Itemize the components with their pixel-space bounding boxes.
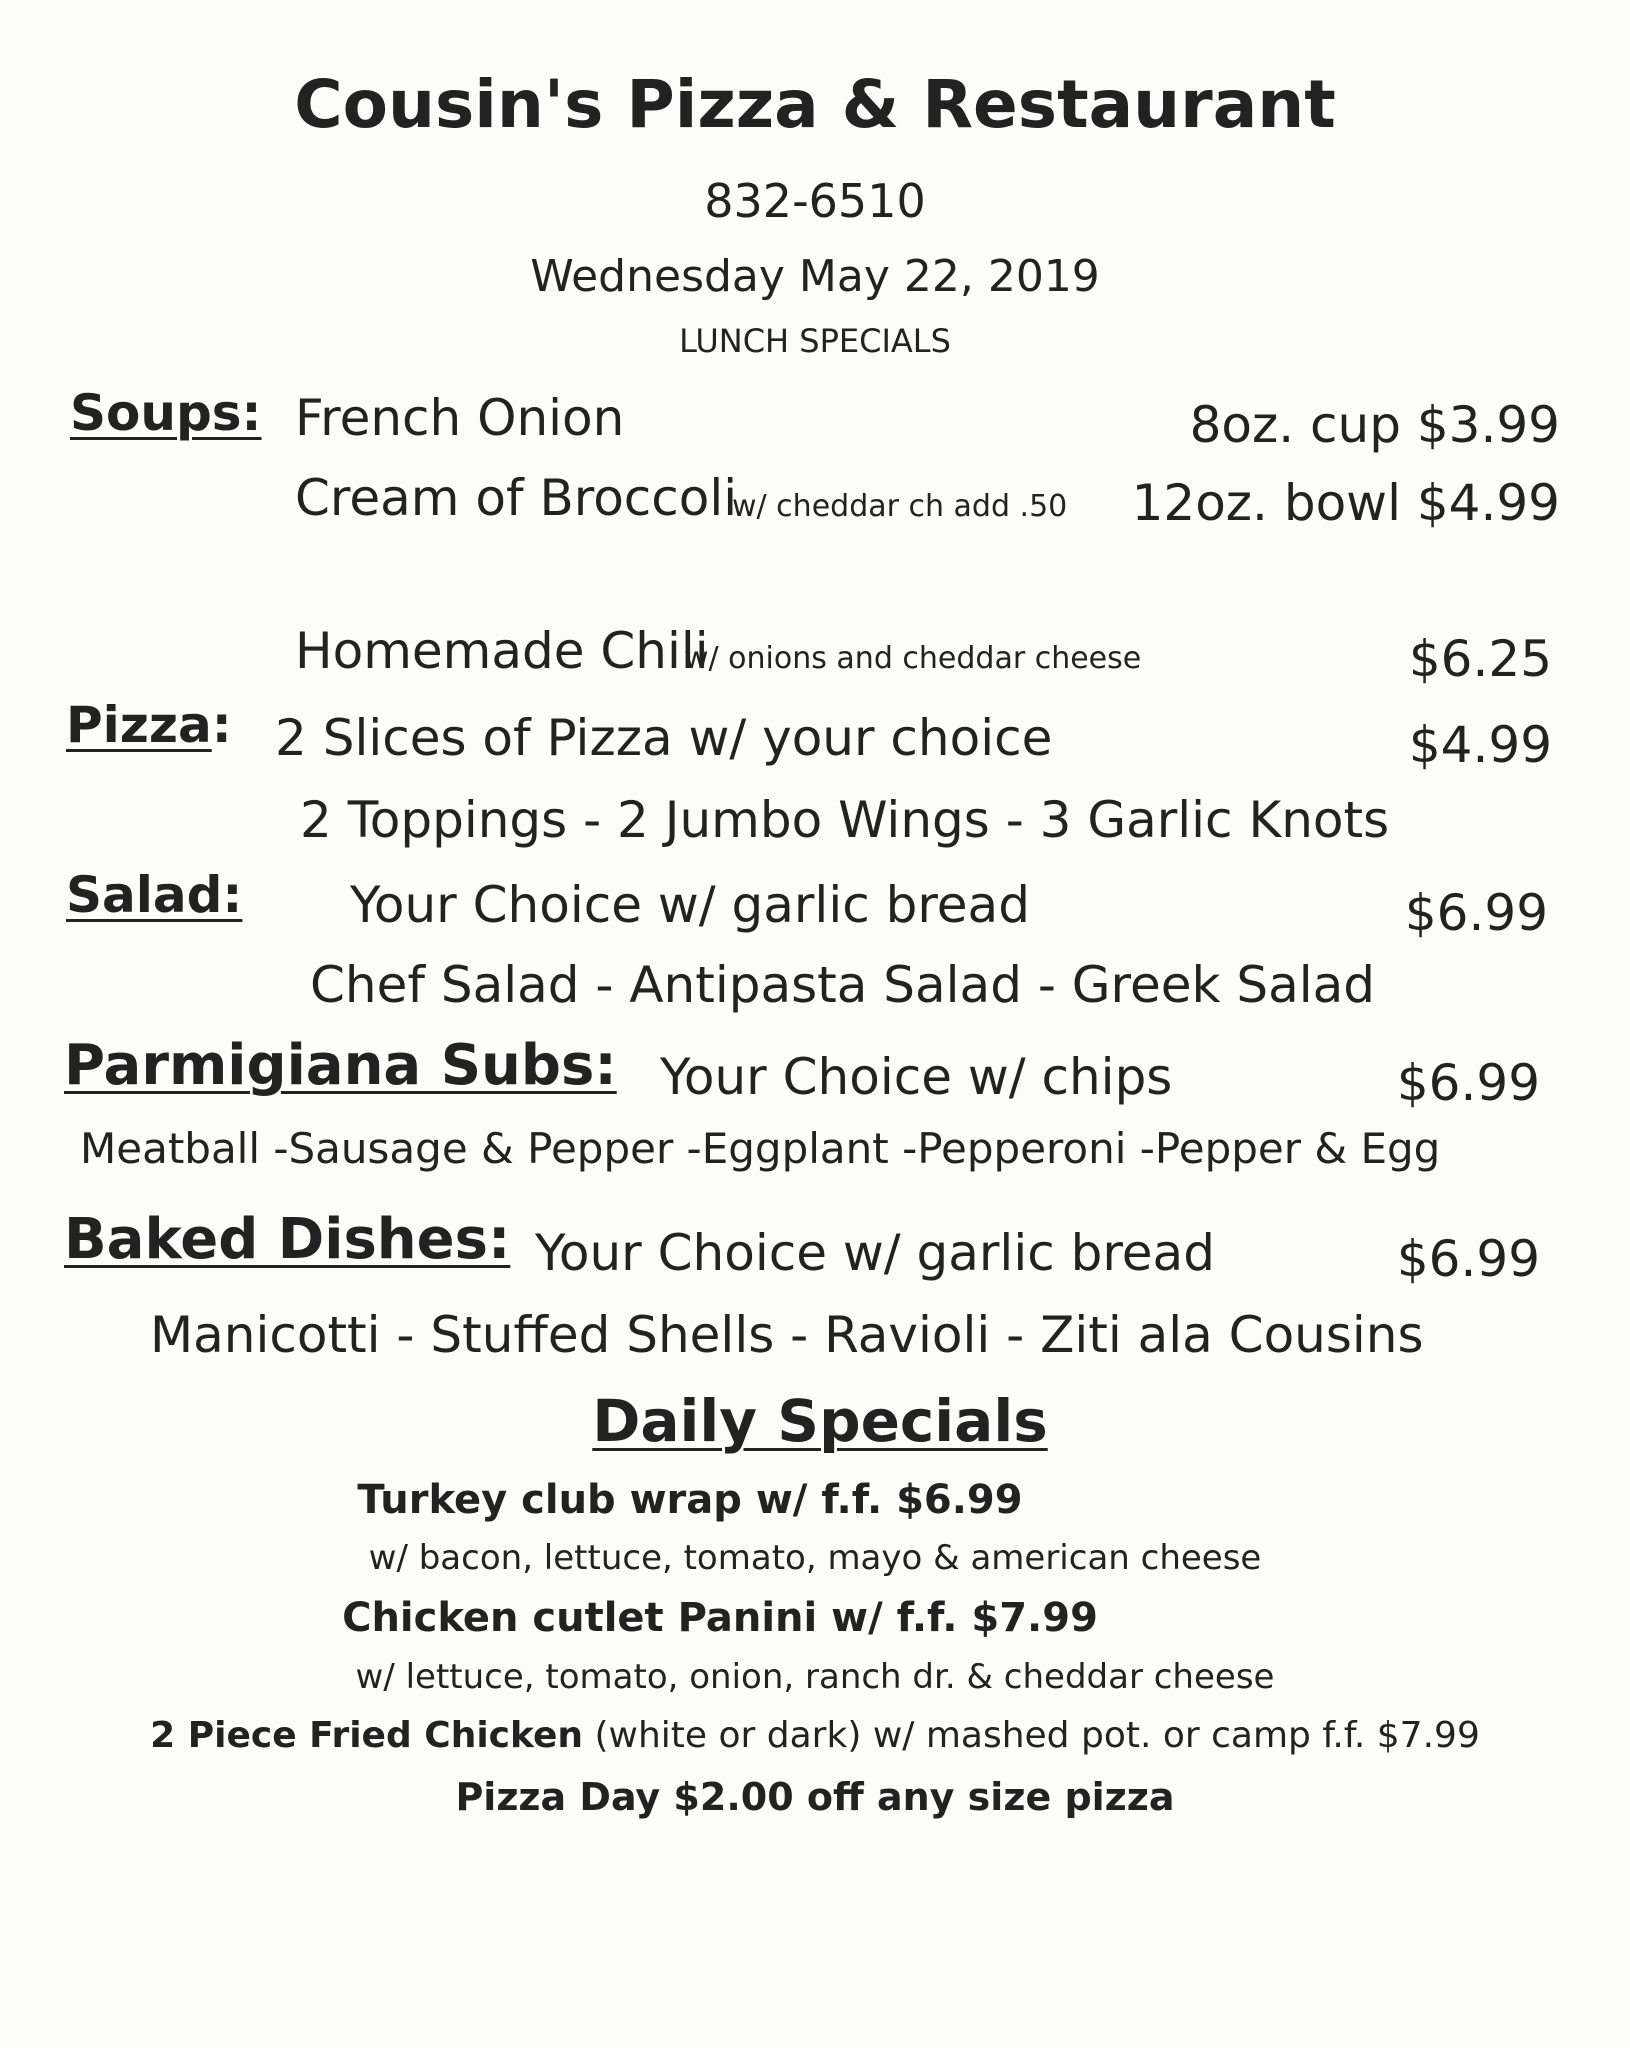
subs-heading: Parmigiana Subs: bbox=[64, 1033, 617, 1098]
chili-note: w/ onions and cheddar cheese bbox=[684, 641, 1142, 676]
salad-line-1: Your Choice w/ garlic bread bbox=[350, 876, 1030, 934]
subs-line-1: Your Choice w/ chips bbox=[660, 1048, 1173, 1106]
daily-item-turkey-wrap: Turkey club wrap w/ f.f. $6.99 bbox=[357, 1477, 1023, 1523]
soup-item-french-onion: French Onion bbox=[295, 389, 625, 447]
daily-heading: Daily Specials bbox=[592, 1387, 1048, 1455]
pizza-line-1: 2 Slices of Pizza w/ your choice bbox=[275, 709, 1053, 767]
fried-chicken-name: 2 Piece Fried Chicken bbox=[150, 1715, 584, 1756]
subs-price: $6.99 bbox=[1396, 1054, 1540, 1112]
daily-item-panini: Chicken cutlet Panini w/ f.f. $7.99 bbox=[342, 1595, 1098, 1641]
chili-price: $6.25 bbox=[1408, 630, 1552, 688]
pizza-line-2: 2 Toppings - 2 Jumbo Wings - 3 Garlic Knots bbox=[300, 791, 1390, 849]
fried-chicken-desc: (white or dark) w/ mashed pot. or camp f.f. $7.99 bbox=[594, 1715, 1480, 1756]
soup-cup-price: 8oz. cup $3.99 bbox=[1189, 396, 1560, 454]
soups-heading: Soups: bbox=[70, 384, 262, 442]
pizza-price: $4.99 bbox=[1408, 716, 1552, 774]
soup-broccoli-note: w/ cheddar ch add .50 bbox=[732, 489, 1068, 524]
soup-item-broccoli: Cream of Broccoli bbox=[295, 469, 738, 527]
pizza-heading-wrap bbox=[66, 696, 232, 754]
salad-heading: Salad: bbox=[66, 866, 243, 924]
daily-item-turkey-desc: w/ bacon, lettuce, tomato, mayo & american cheese bbox=[368, 1538, 1262, 1578]
baked-line-2: Manicotti - Stuffed Shells - Ravioli - Ziti ala Cousins bbox=[150, 1306, 1424, 1364]
restaurant-title: Cousin's Pizza & Restaurant bbox=[294, 66, 1336, 143]
menu-date: Wednesday May 22, 2019 bbox=[530, 251, 1100, 302]
soup-bowl-price: 12oz. bowl $4.99 bbox=[1131, 474, 1560, 532]
salad-line-2: Chef Salad - Antipasta Salad - Greek Salad bbox=[310, 956, 1375, 1014]
subs-line-2: Meatball -Sausage & Pepper -Eggplant -Pepperoni -Pepper & Egg bbox=[80, 1124, 1441, 1173]
menu-subtitle: LUNCH SPECIALS bbox=[679, 322, 951, 360]
pizza-heading: Pizza bbox=[66, 696, 212, 754]
pizza-heading-colon: : bbox=[211, 696, 232, 754]
daily-item-fried-chicken bbox=[0, 1715, 1630, 1756]
salad-price: $6.99 bbox=[1404, 884, 1548, 942]
baked-heading: Baked Dishes: bbox=[64, 1207, 511, 1272]
daily-item-panini-desc: w/ lettuce, tomato, onion, ranch dr. & cheddar cheese bbox=[355, 1657, 1275, 1697]
baked-price: $6.99 bbox=[1396, 1230, 1540, 1288]
phone-number: 832-6510 bbox=[704, 174, 926, 228]
soup-item-chili: Homemade Chili bbox=[295, 622, 709, 680]
baked-line-1: Your Choice w/ garlic bread bbox=[535, 1224, 1215, 1282]
daily-item-pizza-day: Pizza Day $2.00 off any size pizza bbox=[455, 1775, 1175, 1819]
